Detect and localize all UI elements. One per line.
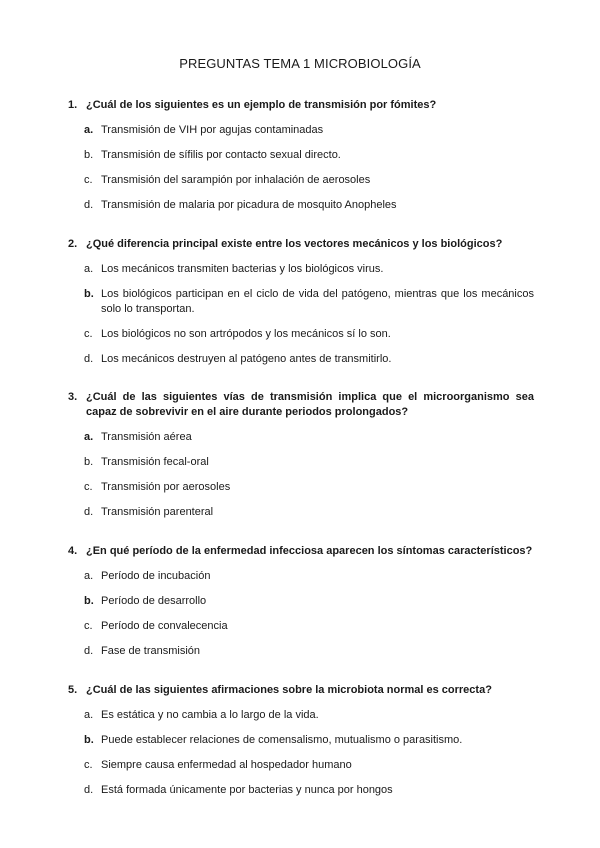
question-number: 4. bbox=[68, 545, 78, 557]
option-letter: a. bbox=[84, 431, 94, 443]
question-3 bbox=[68, 390, 534, 520]
option-text: Está formada únicamente por bacterias y nunca por hongos bbox=[101, 784, 393, 796]
option-text: Transmisión de VIH por agujas contaminadas bbox=[101, 124, 324, 136]
option-b bbox=[84, 148, 534, 163]
question-stem bbox=[68, 237, 534, 252]
question-text: ¿Cuál de los siguientes es un ejemplo de transmisión por fómites? bbox=[86, 99, 437, 111]
question-stem bbox=[68, 390, 534, 420]
option-text: Siempre causa enfermedad al hospedador humano bbox=[101, 759, 352, 771]
option-letter: a. bbox=[84, 124, 94, 136]
option-text: Período de incubación bbox=[101, 570, 211, 582]
option-text: Transmisión de sífilis por contacto sexual directo. bbox=[101, 149, 341, 161]
option-b bbox=[84, 594, 534, 609]
question-number: 3. bbox=[68, 391, 78, 403]
option-letter: c. bbox=[84, 174, 93, 186]
option-letter: b. bbox=[84, 595, 94, 607]
option-b bbox=[84, 455, 534, 470]
option-a bbox=[84, 708, 534, 723]
question-stem bbox=[68, 98, 534, 113]
option-letter: b. bbox=[84, 288, 94, 300]
option-letter: a. bbox=[84, 570, 94, 582]
option-c bbox=[84, 758, 534, 773]
option-text: Período de convalecencia bbox=[101, 620, 228, 632]
option-d bbox=[84, 198, 534, 213]
option-text: Es estática y no cambia a lo largo de la vida. bbox=[101, 709, 319, 721]
option-c bbox=[84, 327, 534, 342]
option-letter: b. bbox=[84, 456, 94, 468]
question-stem bbox=[68, 683, 534, 698]
question-4 bbox=[68, 544, 534, 659]
option-text: Transmisión por aerosoles bbox=[101, 481, 231, 493]
question-text: ¿Cuál de las siguientes vías de transmisión implica que el microorganismo sea capaz de sobrevivir en el aire durante periodos prolongados? bbox=[86, 391, 534, 418]
option-c bbox=[84, 173, 534, 188]
question-number: 2. bbox=[68, 238, 78, 250]
option-letter: c. bbox=[84, 620, 93, 632]
option-a bbox=[84, 123, 534, 138]
option-a bbox=[84, 569, 534, 584]
option-text: Los biológicos participan en el ciclo de vida del patógeno, mientras que los mecánicos solo lo transportan. bbox=[101, 288, 534, 315]
option-b bbox=[84, 287, 534, 317]
question-text: ¿En qué período de la enfermedad infecciosa aparecen los síntomas característicos? bbox=[86, 545, 533, 557]
option-d bbox=[84, 644, 534, 659]
option-text: Transmisión parenteral bbox=[101, 506, 214, 518]
option-a bbox=[84, 262, 534, 277]
option-text: Transmisión aérea bbox=[101, 431, 192, 443]
option-d bbox=[84, 352, 534, 367]
option-text: Los mecánicos destruyen al patógeno antes de transmitirlo. bbox=[101, 353, 392, 365]
option-b bbox=[84, 733, 534, 748]
option-text: Transmisión del sarampión por inhalación de aerosoles bbox=[101, 174, 371, 186]
question-number: 1. bbox=[68, 99, 78, 111]
question-stem bbox=[68, 544, 534, 559]
option-text: Período de desarrollo bbox=[101, 595, 207, 607]
option-text: Transmisión fecal-oral bbox=[101, 456, 209, 468]
option-letter: d. bbox=[84, 506, 94, 518]
option-letter: d. bbox=[84, 784, 94, 796]
option-letter: c. bbox=[84, 759, 93, 771]
question-1 bbox=[68, 98, 534, 213]
question-5 bbox=[68, 683, 534, 798]
question-2 bbox=[68, 237, 534, 367]
option-letter: a. bbox=[84, 709, 94, 721]
option-a bbox=[84, 430, 534, 445]
option-d bbox=[84, 783, 534, 798]
option-letter: d. bbox=[84, 353, 94, 365]
option-text: Los mecánicos transmiten bacterias y los biológicos virus. bbox=[101, 263, 384, 275]
option-letter: b. bbox=[84, 149, 94, 161]
option-text: Fase de transmisión bbox=[101, 645, 201, 657]
question-text: ¿Cuál de las siguientes afirmaciones sobre la microbiota normal es correcta? bbox=[86, 684, 492, 696]
question-number: 5. bbox=[68, 684, 78, 696]
option-text: Puede establecer relaciones de comensalismo, mutualismo o parasitismo. bbox=[101, 734, 463, 746]
page-title: PREGUNTAS TEMA 1 MICROBIOLOGÍA bbox=[179, 56, 421, 71]
question-text: ¿Qué diferencia principal existe entre los vectores mecánicos y los biológicos? bbox=[86, 238, 503, 250]
option-c bbox=[84, 480, 534, 495]
option-letter: b. bbox=[84, 734, 94, 746]
option-text: Los biológicos no son artrópodos y los mecánicos sí lo son. bbox=[101, 328, 391, 340]
option-letter: d. bbox=[84, 645, 94, 657]
option-c bbox=[84, 619, 534, 634]
option-letter: a. bbox=[84, 263, 94, 275]
option-text: Transmisión de malaria por picadura de mosquito Anopheles bbox=[101, 199, 397, 211]
option-letter: c. bbox=[84, 481, 93, 493]
option-letter: c. bbox=[84, 328, 93, 340]
option-d bbox=[84, 505, 534, 520]
option-letter: d. bbox=[84, 199, 94, 211]
